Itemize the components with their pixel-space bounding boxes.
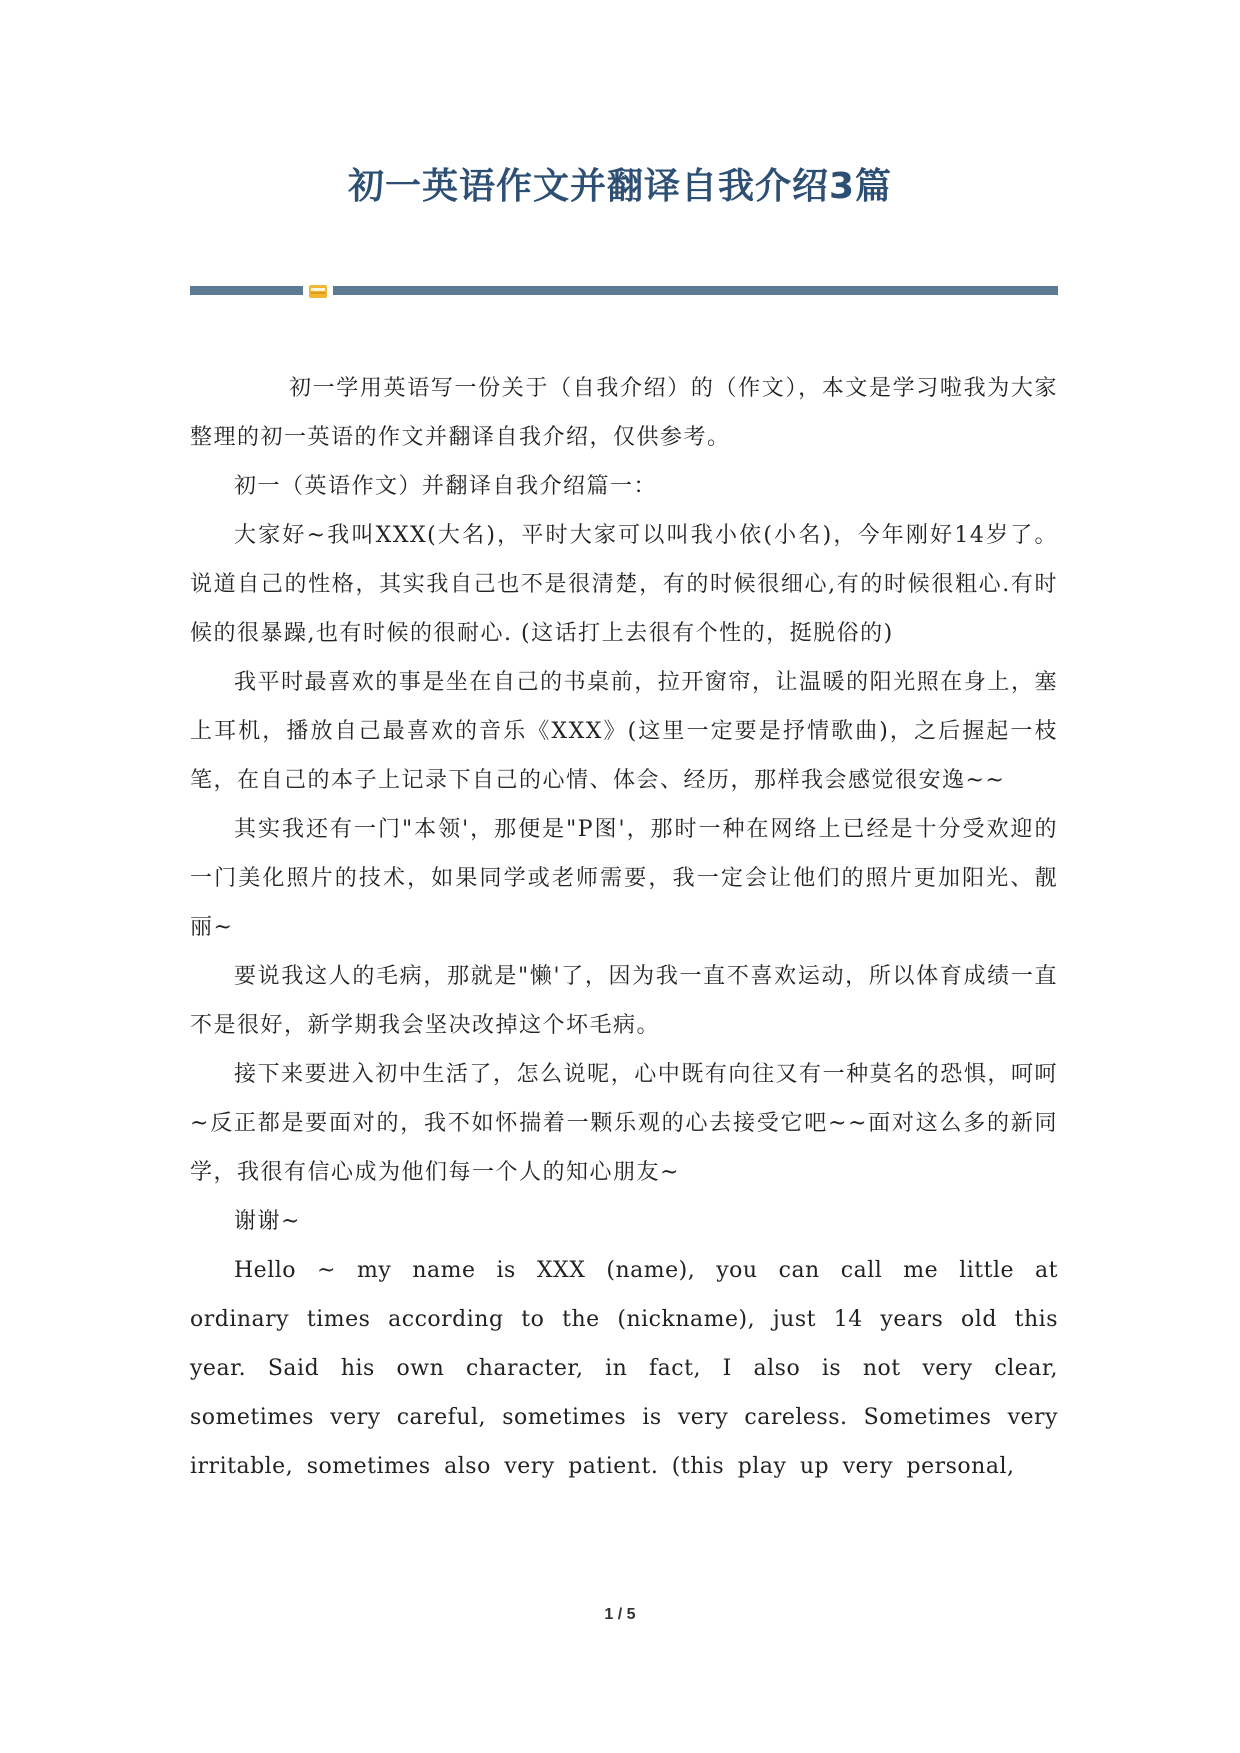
divider-bar-right <box>333 286 1058 295</box>
body-paragraph: 其实我还有一门"本领'，那便是"P图'，那时一种在网络上已经是十分受欢迎的一门美化照片的技术，如果同学或老师需要，我一定会让他们的照片更加阳光、靓丽~ <box>190 817 1058 940</box>
body-paragraph: 大家好~我叫XXX(大名)，平时大家可以叫我小依(小名)，今年刚好14岁了。说道自己的性格，其实我自己也不是很清楚，有的时候很细心,有的时候很粗心.有时候的很暴躁,也有时候的很耐心. (这话打上去很有个性的，挺脱俗的) <box>190 523 1058 646</box>
title-divider <box>190 280 1058 302</box>
folder-icon <box>308 281 328 301</box>
page-number: 1 / 5 <box>604 1606 636 1623</box>
section-heading: 初一（英语作文）并翻译自我介绍篇一： <box>234 474 658 499</box>
body-paragraph: 接下来要进入初中生活了，怎么说呢，心中既有向往又有一种莫名的恐惧，呵呵~反正都是要面对的，我不如怀揣着一颗乐观的心去接受它吧~~面对这么多的新同学，我很有信心成为他们每一个人的知心朋友~ <box>190 1062 1058 1185</box>
english-paragraph: Hello ~ my name is XXX (name), you can call me little at ordinary times according to the (nickname), just 14 years old this year. Said his own character, in fact, I also is not very clear, sometimes very careful, sometimes is very careless. Sometimes very irritable, sometimes also very patient. (this play up very personal, <box>190 1258 1058 1479</box>
body-paragraph: 我平时最喜欢的事是坐在自己的书桌前，拉开窗帘，让温暖的阳光照在身上，塞上耳机，播放自己最喜欢的音乐《XXX》(这里一定要是抒情歌曲)，之后握起一枝笔，在自己的本子上记录下自己的心情、体会、经历，那样我会感觉很安逸~~ <box>190 670 1058 793</box>
document-title: 初一英语作文并翻译自我介绍3篇 <box>347 166 893 207</box>
intro-paragraph: 初一学用英语写一份关于（自我介绍）的（作文），本文是学习啦我为大家整理的初一英语的作文并翻译自我介绍，仅供参考。 <box>190 376 1058 450</box>
document-body <box>190 364 1058 1491</box>
body-paragraph: 要说我这人的毛病，那就是"懒'了，因为我一直不喜欢运动，所以体育成绩一直不是很好，新学期我会坚决改掉这个坏毛病。 <box>190 964 1058 1038</box>
body-paragraph: 谢谢~ <box>234 1209 301 1234</box>
divider-bar-left <box>190 286 303 295</box>
